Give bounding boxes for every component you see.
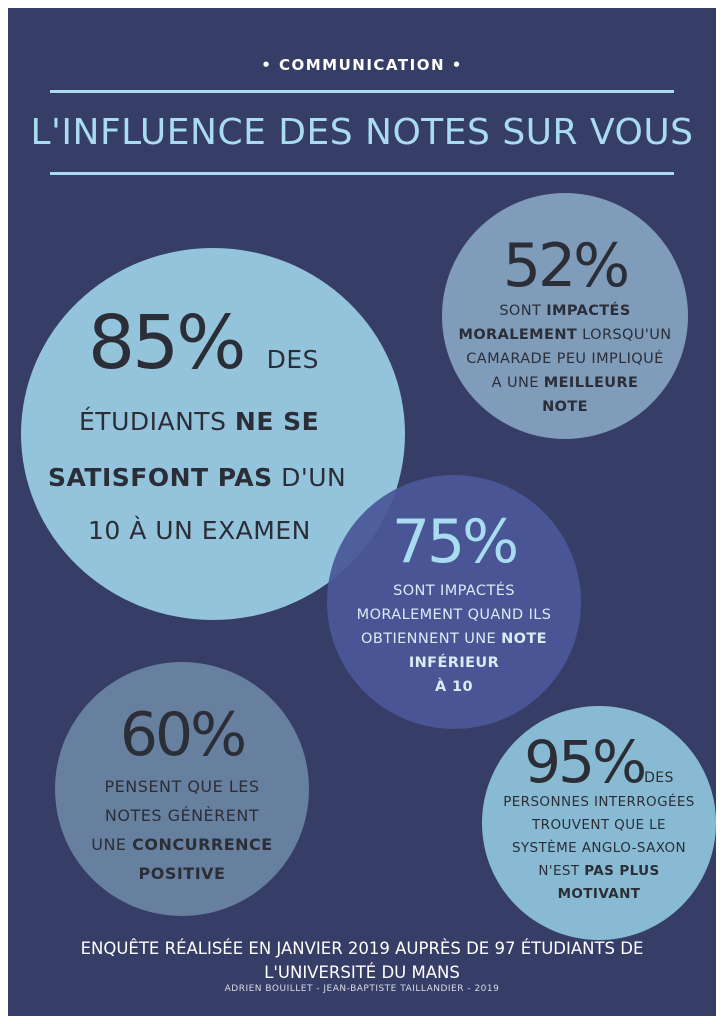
stat-75-circle — [327, 475, 581, 729]
stat-60-line3-text: UNE — [91, 835, 133, 854]
stat-52-line2-bold: MORALEMENT — [458, 327, 578, 343]
infographic-poster — [8, 8, 716, 1016]
stat-60-line3 — [55, 830, 309, 859]
stat-95-headline — [482, 728, 716, 796]
stat-95-suffix: DES — [644, 770, 674, 786]
title-top-rule — [50, 90, 674, 93]
stat-85-line2-text: ÉTUDIANTS — [79, 407, 235, 436]
stat-75-line3-text: OBTIENNENT UNE — [361, 631, 502, 647]
stat-95-line5: MOTIVANT — [557, 886, 641, 902]
author-credit: ADRIEN BOUILLET - JEAN-BAPTISTE TAILLANDIER - 2019 — [224, 984, 500, 994]
stat-52-line5: NOTE — [542, 399, 588, 415]
stat-95-line4-bold: PAS PLUS — [584, 863, 660, 879]
stat-95-line4 — [482, 859, 716, 883]
page-title: L'INFLUENCE DES NOTES SUR VOUS — [30, 112, 694, 153]
survey-note-line2: L'UNIVERSITÉ DU MANS — [264, 963, 460, 982]
stat-85-line3 — [48, 463, 346, 492]
stat-75-line3 — [327, 627, 581, 651]
stat-85-line3-text: D'UN — [272, 463, 347, 492]
stat-85-line2 — [79, 407, 319, 436]
stat-52-line1-text: SONT — [499, 303, 547, 319]
stat-85-line3-bold: SATISFONT PAS — [48, 463, 273, 492]
section-label: • COMMUNICATION • — [261, 56, 463, 74]
stat-52-line4-bold: MEILLEURE — [543, 375, 639, 391]
stat-75-line3-bold: NOTE — [501, 631, 547, 647]
stat-95-line1: PERSONNES INTERROGÉES — [503, 794, 695, 810]
stat-52-line1 — [442, 299, 688, 323]
stat-52-line1-bold: IMPACTÉS — [546, 303, 631, 319]
title-bottom-rule — [50, 172, 674, 175]
survey-note-line1: ENQUÊTE RÉALISÉE EN JANVIER 2019 AUPRÈS DE 97 ÉTUDIANTS DE — [80, 939, 644, 958]
stat-95-line3: SYSTÈME ANGLO-SAXON — [511, 840, 687, 856]
stat-85-percent: 85% — [88, 300, 244, 386]
stat-95-percent: 95% — [524, 728, 645, 796]
stat-85-headline — [88, 300, 319, 386]
stat-60-circle — [55, 662, 309, 916]
stat-75-line5: À 10 — [434, 679, 474, 695]
stat-52-line4 — [442, 371, 688, 395]
stat-52-line4-text: A UNE — [491, 375, 544, 391]
stat-75-line2: MORALEMENT QUAND ILS — [356, 607, 552, 623]
stat-52-line3: CAMARADE PEU IMPLIQUÉ — [466, 351, 664, 367]
stat-95-line2: TROUVENT QUE LE — [532, 817, 666, 833]
stat-85-line2-bold: NE SE — [234, 407, 320, 436]
stat-52-percent: 52% — [502, 231, 628, 301]
stat-52-circle — [442, 193, 688, 439]
stat-60-line2: NOTES GÉNÈRENT — [104, 806, 260, 825]
stat-85-line4: 10 À UN EXAMEN — [88, 516, 311, 545]
stat-60-percent: 60% — [119, 700, 245, 770]
stat-75-percent: 75% — [391, 507, 517, 577]
stat-52-line2 — [442, 323, 688, 347]
stat-75-line1: SONT IMPACTÉS — [393, 583, 515, 599]
stat-60-line1: PENSENT QUE LES — [104, 777, 260, 796]
stat-52-line2-text: LORSQU'UN — [577, 327, 672, 343]
stat-75-line4: INFÉRIEUR — [408, 655, 500, 671]
stat-95-line4-text: N'EST — [538, 863, 585, 879]
stat-95-circle — [482, 706, 716, 940]
stat-60-line4: POSITIVE — [138, 864, 226, 883]
survey-note — [8, 937, 716, 985]
stat-85-line1: DES — [266, 345, 319, 374]
stat-60-line3-bold: CONCURRENCE — [132, 835, 273, 854]
